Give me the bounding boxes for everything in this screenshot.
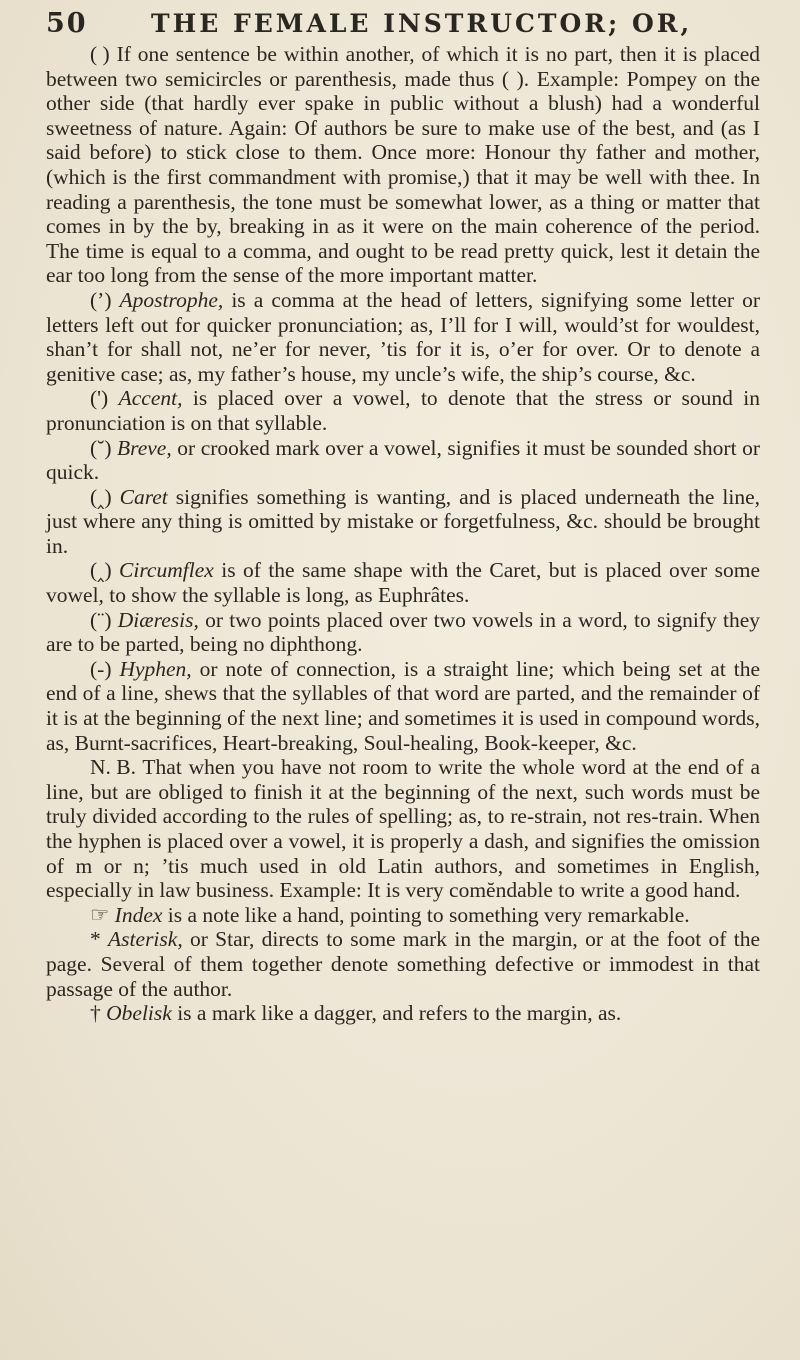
paragraph-asterisk <box>46 927 760 1001</box>
paragraph-index <box>46 903 760 928</box>
paragraph-text: is a note like a hand, pointing to something very remarkable. <box>162 902 690 927</box>
term: Circumflex <box>119 558 214 583</box>
paragraph-text: or Star, directs to some mark in the margin, or at the foot of the page. Several of them together denote something defective or immodest in that passage of the author. <box>46 927 761 1001</box>
paragraph-text: or crooked mark over a vowel, signifies it must be sounded short or quick. <box>46 435 760 485</box>
punctuation-mark: (¨) <box>90 607 112 632</box>
paragraph-text: If one sentence be within another, of which it is no part, then it is placed between two semicircles or parenthesis, made thus ( ). Example: Pompey on the other side (that hardly ever spake in public without a blush) had a wonderful sweetness of nature. Again: Of authors be sure to make use of the best, and (as I said before) to stick close to them. Once more: Honour thy father and mother, (which is the first commandment with promise,) that it may be well with thee. In reading a parenthesis, the tone must be somewhat lower, as a thing or matter that comes in by the by, breaking in as it were on the main coherence of the period. The time is equal to a comma, and ought to be read pretty quick, lest it detain the ear too long from the sense of the more important matter. <box>46 42 760 288</box>
dagger-icon: † <box>90 1001 101 1026</box>
asterisk-icon: * <box>90 927 101 952</box>
paragraph-text: That when you have not room to write the whole word at the end of a line, but are obliged to finish it at the beginning of the next, such words must be truly divided according to the rules of spelling; as, to re-strain, not res-train. When the hyphen is placed over a vowel, it is properly a dash, and signifies the omission of m or n; ’tis much used in old Latin authors, and sometimes in English, especially in law business. Example: It is very comĕndable to write a good hand. <box>46 755 760 903</box>
punctuation-mark: ( ) <box>90 42 110 66</box>
punctuation-mark: (‸) <box>90 484 112 509</box>
nota-bene-label: N. B. <box>90 755 136 780</box>
paragraph-text: is placed over a vowel, to denote that the stress or sound in pronunciation is on that syllable. <box>46 386 761 435</box>
running-title: THE FEMALE INSTRUCTOR; OR, <box>151 9 693 38</box>
term: Caret <box>119 484 168 509</box>
punctuation-mark: (') <box>90 386 109 411</box>
term: Apostrophe, <box>119 287 224 312</box>
term: Obelisk <box>106 1001 172 1026</box>
running-header <box>46 8 760 42</box>
term: Diæresis, <box>117 607 199 632</box>
paragraph-hyphen <box>46 657 760 755</box>
paragraph-obelisk <box>46 1001 760 1026</box>
paragraph-text: is a comma at the head of letters, signifying some letter or letters left out for quicker pronunciation; as, I’ll for I will, would’st for wouldest, shan’t for shall not, ne’er for never, ’tis for it is, o’er for over. Or to denote a genitive case; as, my father’s house, my uncle’s wife, the ship’s course, &c. <box>46 287 760 386</box>
pointing-hand-icon: ☞ <box>90 902 110 927</box>
paragraph-caret <box>46 485 760 559</box>
paragraph-text: is a mark like a dagger, and refers to the margin, as. <box>171 1001 622 1026</box>
page-body <box>46 42 760 1026</box>
page-number: 50 <box>46 8 88 39</box>
punctuation-mark: (˘) <box>90 435 112 460</box>
punctuation-mark: (‸) <box>90 558 112 583</box>
term: Index <box>114 902 163 927</box>
paragraph-text: or two points placed over two vowels in a word, to signify they are to be parted, being no diphthong. <box>46 607 761 657</box>
punctuation-mark: (-) <box>90 656 112 681</box>
paragraph-parenthesis <box>46 42 760 288</box>
paragraph-text: is of the same shape with the Caret, but is placed over some vowel, to show the syllable is long, as Euphrâtes. <box>46 558 760 608</box>
punctuation-mark: (’) <box>90 287 112 312</box>
paragraph-text: signifies something is wanting, and is placed underneath the line, just where any thing is omitted by mistake or forgetfulness, &c. should be brought in. <box>46 484 761 558</box>
paragraph-nota-bene <box>46 755 760 903</box>
term: Asterisk, <box>108 927 183 952</box>
paragraph-text: or note of connection, is a straight line; which being set at the end of a line, shews that the syllables of that word are parted, and the remainder of it is at the beginning of the next line; and sometimes it is used in compound words, as, Burnt-sacrifices, Heart-breaking, Soul-healing, Book-keeper, &c. <box>46 656 760 755</box>
paragraph-apostrophe <box>46 288 760 386</box>
paragraph-circumflex <box>46 558 760 607</box>
paragraph-accent <box>46 386 760 435</box>
paragraph-breve <box>46 436 760 485</box>
term: Hyphen, <box>119 656 192 681</box>
paragraph-diaeresis <box>46 608 760 657</box>
term: Accent, <box>118 386 183 411</box>
term: Breve, <box>117 435 172 460</box>
